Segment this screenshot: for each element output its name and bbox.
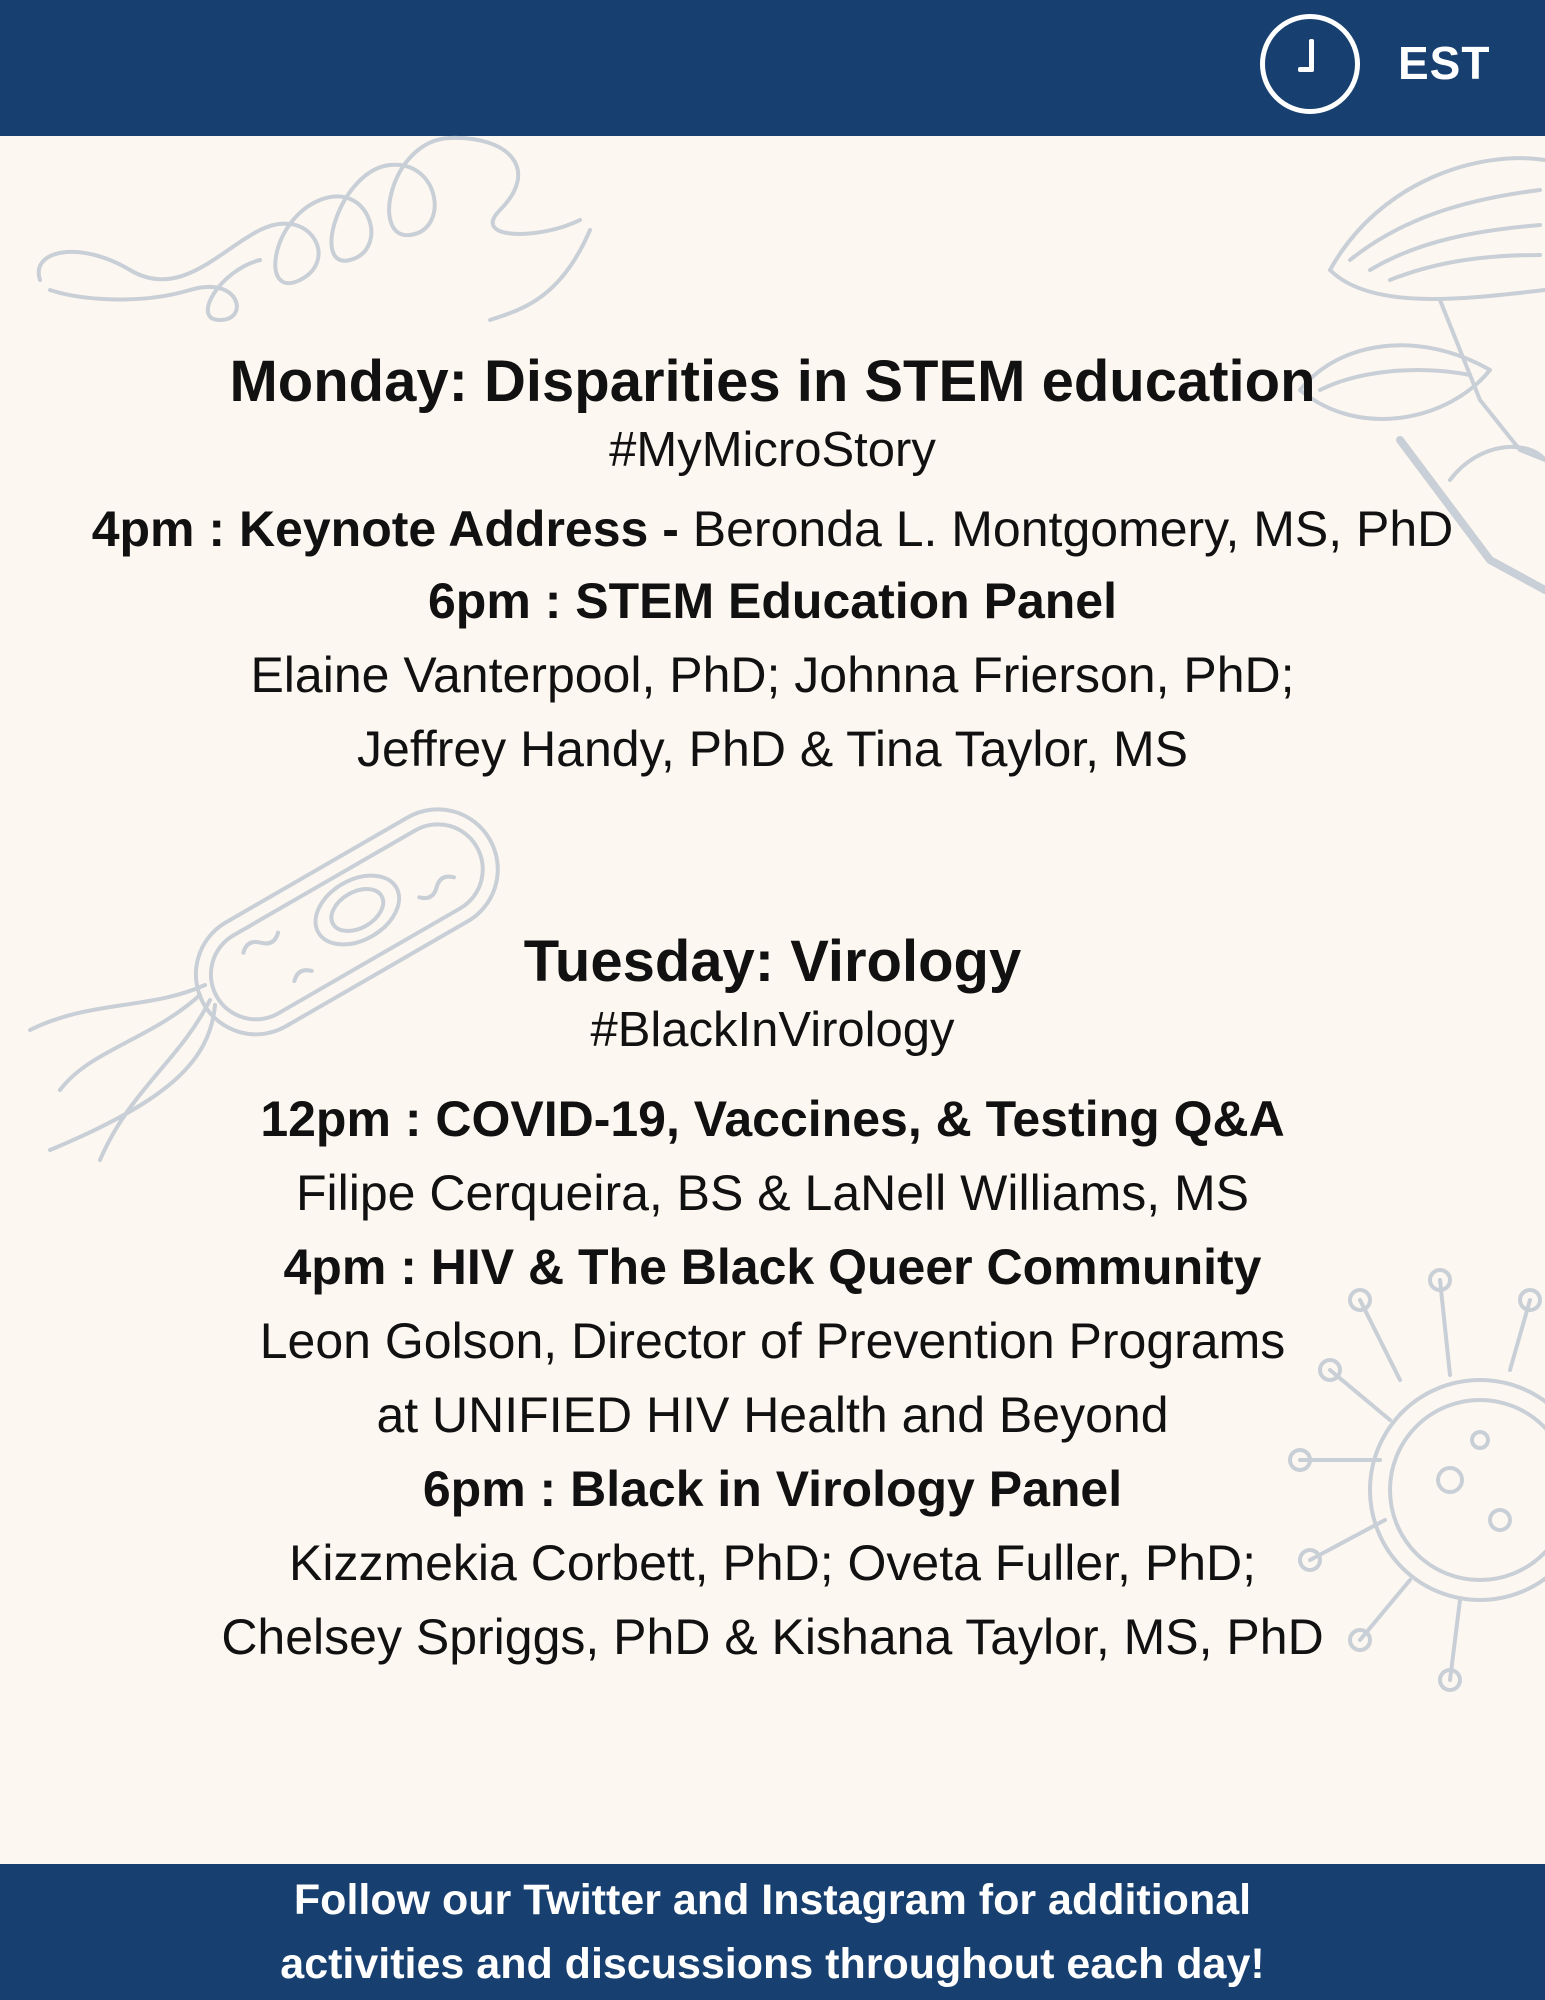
hiv-session-speaker-1: Leon Golson, Director of Prevention Programs <box>259 1313 1286 1369</box>
monday-title: Monday: Disparities in STEM education <box>229 349 1316 414</box>
stem-panel-speakers-1: Elaine Vanterpool, PhD; Johnna Frierson, PhD; <box>250 647 1295 703</box>
footer-line-2: activities and discussions throughout each day! <box>280 1940 1265 1988</box>
keynote-label: 4pm : Keynote Address - <box>91 501 693 557</box>
timezone-label: EST <box>1398 37 1491 89</box>
hiv-session-speaker-2: at UNIFIED HIV Health and Beyond <box>376 1387 1169 1443</box>
tuesday-title: Tuesday: Virology <box>523 929 1022 994</box>
hiv-session-title: 4pm : HIV & The Black Queer Community <box>283 1239 1262 1295</box>
virology-panel-speakers-1: Kizzmekia Corbett, PhD; Oveta Fuller, PhD; <box>288 1535 1257 1591</box>
header-bar <box>0 0 1545 136</box>
virology-panel-title: 6pm : Black in Virology Panel <box>422 1461 1123 1517</box>
tuesday-hashtag: #BlackInVirology <box>590 1003 955 1057</box>
keynote-speaker: Beronda L. Montgomery, MS, PhD <box>692 501 1454 557</box>
stem-panel-speakers-2: Jeffrey Handy, PhD & Tina Taylor, MS <box>357 721 1188 777</box>
footer-line-1: Follow our Twitter and Instagram for additional <box>293 1876 1252 1924</box>
monday-hashtag: #MyMicroStory <box>609 423 936 477</box>
virology-panel-speakers-2: Chelsey Spriggs, PhD & Kishana Taylor, MS, PhD <box>221 1609 1324 1665</box>
keynote-line <box>0 500 1545 558</box>
footer-bar <box>0 1864 1545 2000</box>
covid-session-speakers: Filipe Cerqueira, BS & LaNell Williams, MS <box>295 1165 1250 1221</box>
covid-session-title: 12pm : COVID-19, Vaccines, & Testing Q&A <box>260 1091 1285 1147</box>
spiral-bacteria-illustration <box>20 130 610 330</box>
stem-panel-title: 6pm : STEM Education Panel <box>428 573 1117 629</box>
clock-icon <box>1260 14 1360 114</box>
